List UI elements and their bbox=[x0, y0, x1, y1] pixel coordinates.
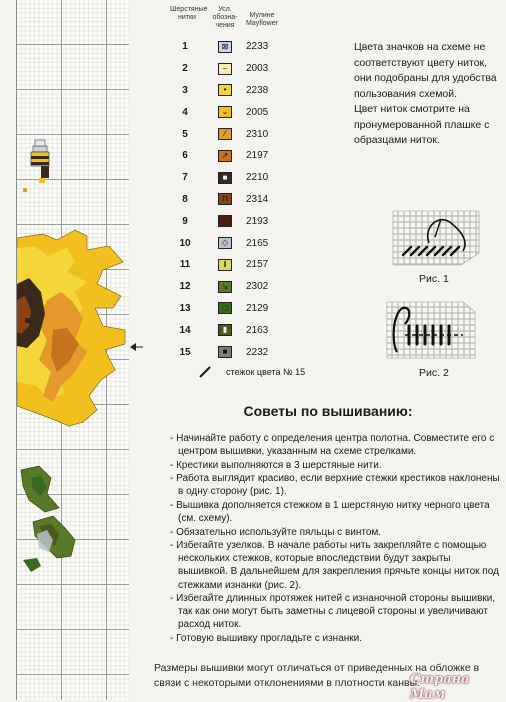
legend-symbol-icon bbox=[218, 215, 232, 227]
backstitch-label: стежок цвета № 15 bbox=[226, 367, 306, 377]
legend-row-number: 6 bbox=[182, 150, 188, 162]
legend-row-number: 7 bbox=[182, 172, 188, 184]
legend-row-number: 12 bbox=[179, 281, 191, 293]
tip-item: - Начинайте работу с определения центра полотна. Совместите его с центром вышивки, указанным на схеме стрелками. bbox=[170, 433, 495, 458]
legend-symbol-icon: ⊓ bbox=[218, 193, 232, 205]
sunflower-bee-motif bbox=[17, 0, 129, 700]
legend-row bbox=[168, 36, 348, 58]
legend-row-number: 4 bbox=[182, 106, 188, 118]
legend-row-number: 2 bbox=[182, 63, 188, 75]
legend-thread-code: 2233 bbox=[246, 41, 269, 53]
legend-symbol-icon: ‖ bbox=[218, 259, 232, 271]
legend-symbol-icon: ■ bbox=[218, 172, 232, 184]
legend-thread-code: 2310 bbox=[246, 128, 269, 140]
tip-item: - Избегайте узелков. В начале работы нить закрепляйте с помощью нескольких стежков, которые впоследствии будут закрыты вышивкой. В дальнейшем для закрепления прячьте концы ниток под стежками изнанки (рис. 2). bbox=[170, 540, 499, 591]
backstitch-line-icon bbox=[198, 365, 212, 379]
legend-symbol-icon: ⊠ bbox=[218, 41, 232, 53]
figure-2-hidden-ends bbox=[383, 298, 479, 362]
figure-2-label: Рис. 2 bbox=[419, 367, 449, 379]
legend-thread-code: 2165 bbox=[246, 237, 269, 249]
legend-thread-code: 2005 bbox=[246, 106, 269, 118]
legend-row-number: 1 bbox=[182, 41, 188, 53]
legend-symbol-icon: ↘ bbox=[218, 281, 232, 293]
legend-symbol-icon: ◇ bbox=[218, 237, 232, 249]
legend-thread-code: 2157 bbox=[246, 259, 269, 271]
legend-thread-code: 2302 bbox=[246, 281, 269, 293]
legend-header-strands: Шерстяные нитки bbox=[170, 6, 208, 21]
legend-symbol-icon: ■ bbox=[218, 346, 232, 358]
legend-row bbox=[168, 80, 348, 102]
legend-thread-code: 2163 bbox=[246, 324, 269, 336]
tip-item: - Вышивка дополняется стежком в 1 шерстяную нитку черного цвета (см. схему). bbox=[170, 499, 490, 525]
legend-symbol-icon: ▮ bbox=[218, 324, 232, 336]
legend-symbol-icon: ⁄ bbox=[218, 128, 232, 140]
legend-thread-code: 2129 bbox=[246, 302, 269, 314]
legend-row bbox=[168, 254, 348, 276]
sunflower-motif bbox=[17, 230, 125, 572]
legend-row bbox=[168, 341, 348, 363]
legend-thread-code: 2232 bbox=[246, 346, 269, 358]
legend-row bbox=[168, 189, 348, 211]
legend-row bbox=[168, 101, 348, 123]
legend-symbol-icon: − bbox=[218, 63, 232, 75]
color-note-line-2: Цвет ниток смотрите на пронумерованной плашке с образцами ниток. bbox=[354, 103, 490, 146]
legend-header-brand: Мулине Mayflower bbox=[246, 12, 278, 27]
legend-row-number: 15 bbox=[179, 346, 191, 358]
legend-header-symbol: Усл. обозна-чения bbox=[212, 6, 238, 29]
watermark-logo: Страна Мам bbox=[410, 672, 470, 702]
center-marker-arrow-icon bbox=[130, 342, 144, 352]
tip-item: - Готовую вышивку прогладьте с изнанки. bbox=[170, 632, 363, 644]
figure-1-slanted-stitches bbox=[389, 207, 483, 269]
bee-motif bbox=[23, 140, 49, 192]
tip-item: - Избегайте длинных протяжек нитей с изнаночной стороны вышивки, так как они могут быть заметны с лицевой стороны и увеличивают расход ниток. bbox=[170, 593, 496, 631]
tips-title: Советы по вышиванию: bbox=[243, 403, 413, 419]
legend-symbol-icon: ↗ bbox=[218, 150, 232, 162]
legend-row-number: 10 bbox=[179, 237, 191, 249]
legend-row-number: 14 bbox=[179, 324, 191, 336]
legend-thread-code: 2197 bbox=[246, 150, 269, 162]
legend-row bbox=[168, 123, 348, 145]
legend-row-number: 11 bbox=[179, 259, 191, 271]
figure-1-label: Рис. 1 bbox=[419, 273, 449, 285]
legend-row bbox=[168, 276, 348, 298]
legend-thread-code: 2238 bbox=[246, 84, 269, 96]
legend-thread-code: 2193 bbox=[246, 215, 269, 227]
legend-symbol-icon: • bbox=[218, 84, 232, 96]
legend-row bbox=[168, 167, 348, 189]
legend-thread-code: 2003 bbox=[246, 63, 269, 75]
legend-row bbox=[168, 145, 348, 167]
thread-legend bbox=[168, 36, 348, 363]
cross-stitch-chart bbox=[16, 0, 129, 700]
tips-list bbox=[168, 432, 502, 646]
legend-thread-code: 2210 bbox=[246, 172, 269, 184]
legend-symbol-icon: □ bbox=[218, 302, 232, 314]
legend-row bbox=[168, 298, 348, 320]
legend-row-number: 3 bbox=[182, 84, 188, 96]
legend-symbol-icon: ⌄ bbox=[218, 106, 232, 118]
footer-note: Размеры вышивки могут отличаться от приведенных на обложке в связи с некоторыми отклонениями в плотности канвы. bbox=[154, 662, 480, 689]
tip-item: - Работа выглядит красиво, если верхние стежки крестиков наклонены в одну сторону (рис. 1). bbox=[170, 473, 500, 498]
legend-row bbox=[168, 210, 348, 232]
legend-row-number: 8 bbox=[182, 193, 188, 205]
legend-row-number: 13 bbox=[179, 302, 191, 314]
legend-row bbox=[168, 232, 348, 254]
backstitch-legend bbox=[198, 365, 305, 379]
tip-item: - Обязательно используйте пяльцы с винтом. bbox=[170, 526, 382, 538]
color-note bbox=[354, 40, 502, 149]
tip-item: - Крестики выполняются в 3 шерстяные нити. bbox=[170, 459, 382, 471]
legend-thread-code: 2314 bbox=[246, 193, 269, 205]
color-note-line-1: Цвета значков на схеме не соответствуют цвету ниток, они подобраны для удобства пользования схемой. bbox=[354, 41, 497, 100]
legend-row-number: 9 bbox=[182, 215, 188, 227]
legend-row bbox=[168, 58, 348, 80]
legend-row-number: 5 bbox=[182, 128, 188, 140]
legend-row bbox=[168, 319, 348, 341]
